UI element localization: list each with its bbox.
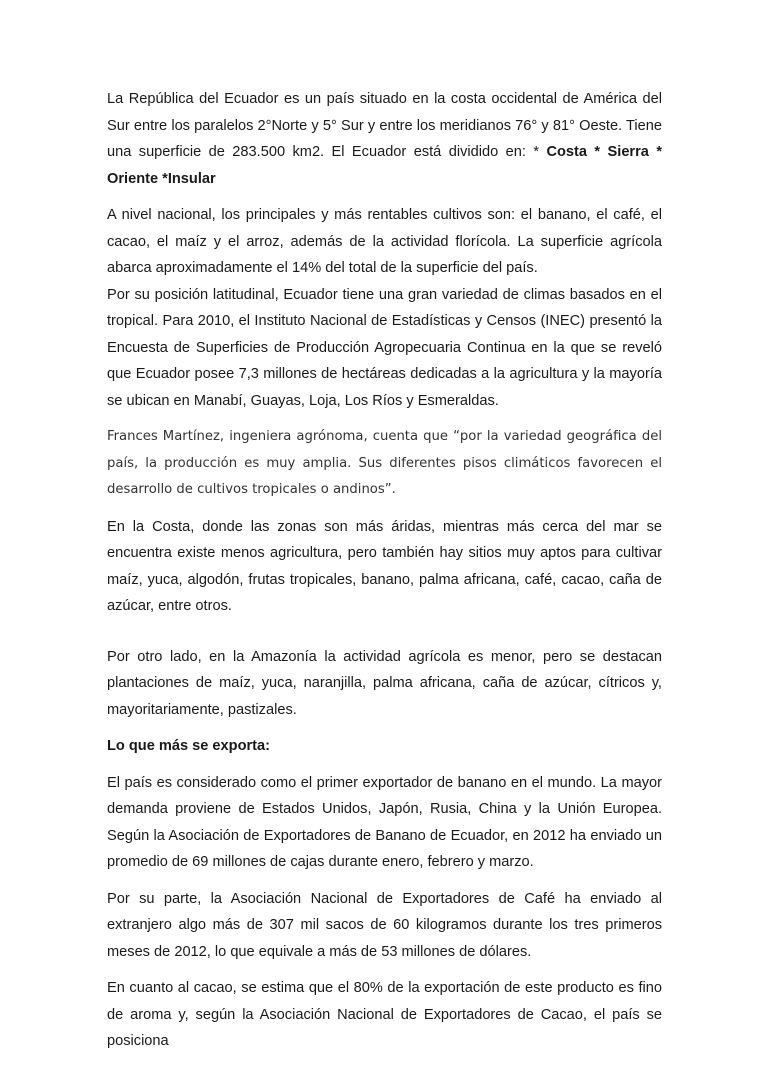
paragraph-climate-inec: Por su posición latitudinal, Ecuador tiene una gran variedad de climas basados en el tropical. Para 2010, el Instituto Nacional de Estadísticas y Censos (INEC) presentó la Encuesta de Superficies de Producción Agropecuaria Continua en la que se reveló que Ecuador posee 7,3 millones de hectáreas dedicadas a la agricultura y la mayoría se ubican en Manabí, Guayas, Loja, Los Ríos y Esmeraldas. <box>107 286 662 409</box>
section-heading-exports: Lo que más se exporta: <box>107 738 271 754</box>
document-body <box>107 86 662 1065</box>
paragraph-coffee-exports: Por su parte, la Asociación Nacional de Exportadores de Café ha enviado al extranjero algo más de 307 mil sacos de 60 kilogramos durante los tres primeros meses de 2012, lo que equivale a más de 53 millones de dólares. <box>107 890 662 960</box>
regions-list: Costa * Sierra * Oriente *Insular <box>107 144 663 187</box>
paragraph-agronomist-quote: Frances Martínez, ingeniera agrónoma, cuenta que “por la variedad geográfica del país, la producción es muy amplia. Sus diferentes pisos climáticos favorecen el desarrollo de cultivos tropicales o andinos”. <box>107 429 662 497</box>
paragraph-cacao-exports: En cuanto al cacao, se estima que el 80% de la exportación de este producto es fino de aroma y, según la Asociación Nacional de Exportadores de Cacao, el país se posiciona <box>107 980 662 1049</box>
paragraph-banana-exports: El país es considerado como el primer exportador de banano en el mundo. La mayor demanda proviene de Estados Unidos, Japón, Rusia, China y la Unión Europea. Según la Asociación de Exportadores de Banano de Ecuador, en 2012 ha enviado un promedio de 69 millones de cajas durante enero, febrero y marzo. <box>107 774 662 870</box>
paragraph-main-crops: A nivel nacional, los principales y más rentables cultivos son: el banano, el café, el cacao, el maíz y el arroz, además de la actividad florícola. La superficie agrícola abarca aproximadamente el 14% del total de la superficie del país. <box>107 207 662 276</box>
paragraph-ecuador-location <box>107 86 662 192</box>
paragraph-amazon-agriculture: Por otro lado, en la Amazonía la actividad agrícola es menor, pero se destacan plantaciones de maíz, yuca, naranjilla, palma africana, caña de azúcar, cítricos y, mayoritariamente, pastizales. <box>107 648 662 718</box>
paragraph-coast-agriculture: En la Costa, donde las zonas son más áridas, mientras más cerca del mar se encuentra existe menos agricultura, pero también hay sitios muy aptos para cultivar maíz, yuca, algodón, frutas tropicales, banano, palma africana, café, cacao, caña de azúcar, entre otros. <box>107 518 662 614</box>
paragraph-ecuador-location-text: La República del Ecuador es un país situado en la costa occidental de América del Sur entre los paralelos 2°Norte y 5° Sur y entre los meridianos 76° y 81° Oeste. Tiene una superficie de 283.500 km2. El Ecuador está dividido en: * <box>107 91 662 160</box>
